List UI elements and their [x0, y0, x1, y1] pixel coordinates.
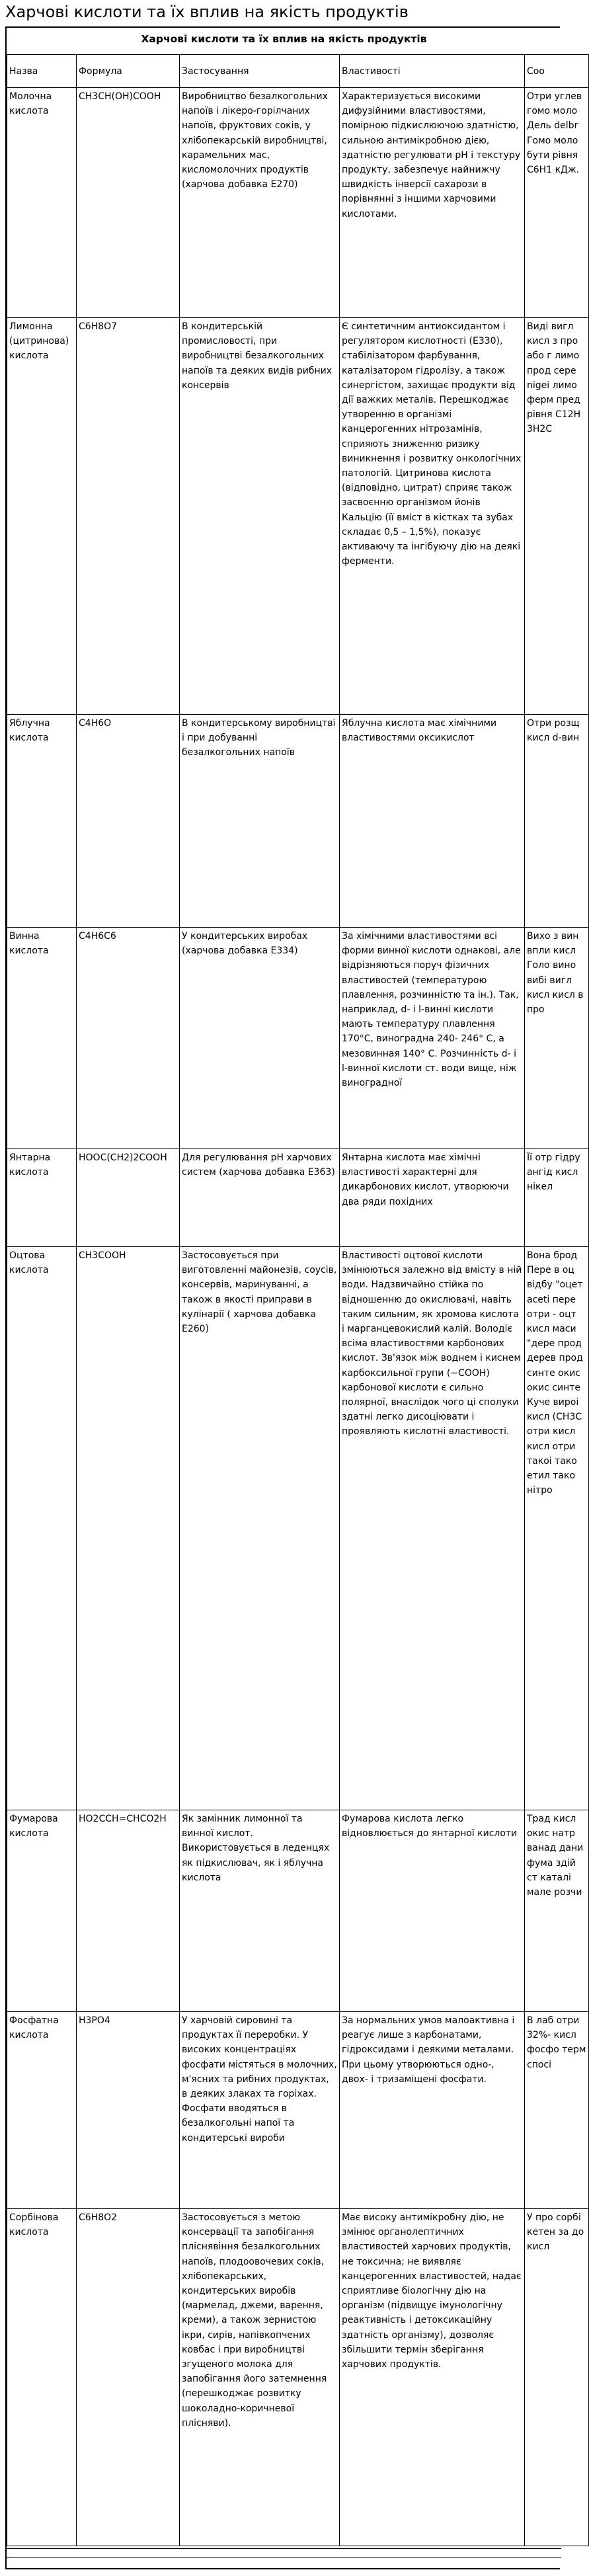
acid-formula: HOOC(CH2)2COOH — [77, 1149, 180, 1247]
acid-formula: C6H8O2 — [77, 2209, 180, 2546]
acid-name: Молочна кислота — [7, 88, 77, 318]
header-formula: Формула — [77, 55, 180, 88]
acid-properties: Характеризується високими дифузійними властивостями, помірною підкислюючою здатністю, сильною антимікробною дією, здатністю регулювати pH і текстуру продукту, забезпечує найнижчу швидкість інверсії сахарози в порівнянні з іншими харчовими кислотами. — [340, 88, 525, 318]
acid-extra: Трад кисл окис натр ванад дани фума здій ст каталі мале розчи — [525, 1810, 589, 2012]
acid-name: Фосфатна кислота — [7, 2012, 77, 2209]
acid-usage: Застосовується при виготовленні майонезів, соусів, консервів, маринуванні, а також в якості приправи в кулінарії ( харчова добавка E260) — [180, 1247, 340, 1810]
acid-usage: В кондитерському виробництві і при добуванні безалкогольних напоїв — [180, 715, 340, 928]
acid-extra: Отри углев гомо моло Дель delbr Гомо моло бути рівня С6Н1 кДж. — [525, 88, 589, 318]
acid-extra: В лаб отри 32%- кисл фосфо терм спосі — [525, 2012, 589, 2209]
acid-name: Винна кислота — [7, 928, 77, 1149]
acid-formula: C4H6O — [77, 715, 180, 928]
table-header-row — [7, 55, 589, 88]
acid-name: Сорбінова кислота — [7, 2209, 77, 2546]
acid-properties: Має високу антимікробну дію, не змінює органолептичних властивостей харчових продуктів, не токсична; не виявляє канцерогенних властивостей, надає сприятливе біологічну дію на організм (підвищує імунологічну реактивність і детоксикаційну здатність організму), дозволяє збільшити термін зберігання харчових продуктів. — [340, 2209, 525, 2546]
header-extra: Соо — [525, 55, 589, 88]
acid-name: Фумарова кислота — [7, 1810, 77, 2012]
acid-usage: Як замінник лимонної та винної кислот. Використовується в леденцях як підкислювач, як і яблучна кислота — [180, 1810, 340, 2012]
acid-extra: Отри розщ кисл d-вин — [525, 715, 589, 928]
table-caption: Харчові кислоти та їх вплив на якість продуктів — [141, 33, 427, 45]
acid-formula: CH3CH(OH)COOH — [77, 88, 180, 318]
table-row — [7, 715, 589, 928]
acid-properties: Яблучна кислота має хімічними властивостями оксикислот — [340, 715, 525, 928]
acid-properties: Є синтетичним антиоксидантом і регулятором кислотності (E330), стабілізатором фарбування, каталізатором гідролізу, а також синергістом, захищає продукти від дії важких металів. Перешкоджає утворенню в організмі канцерогенних нітрозамінів, сприяють зниженню ризику виникнення і розвитку онкологічних патологій. Цитринова кислота (відповідно, цитрат) сприяє також засвоєнню організмом йонів Кальцію (її вміст в кістках та зубах складає 0,5 – 1,5%), показує активаючу та інгібуючу дію на деякі ферменти. — [340, 318, 525, 715]
acids-table — [7, 54, 589, 2546]
acid-usage: В кондитерській промисловості, при виробництві безалкогольних напоїв та деяких видів рибних консервів — [180, 318, 340, 715]
acid-formula: C4H6C6 — [77, 928, 180, 1149]
header-name: Назва — [7, 55, 77, 88]
table-row — [7, 88, 589, 318]
table-bottom-rule — [7, 2557, 561, 2558]
acid-properties: За нормальних умов малоактивна і реагує лише з карбонатами, гідроксидами і деякими металами. При цьому утворюються одно-, двох- і тризаміщені фосфати. — [340, 2012, 525, 2209]
header-usage: Застосування — [180, 55, 340, 88]
acid-usage: Застосовується з метою консервації та запобігання пліснявіння безалкогольних напоїв, плодоовочевих соків, хлібопекарських, кондитерських виробів (мармелад, джеми, варення, креми), а також зернистою ікри, сирів, напівкопчених ковбас і при виробництві згущеного молока для запобігання його затемнення (перешкоджає розвитку шоколадно-коричневої плісняви). — [180, 2209, 340, 2546]
header-properties: Властивості — [340, 55, 525, 88]
acid-formula: H3PO4 — [77, 2012, 180, 2209]
acids-table-container — [5, 26, 586, 2569]
acid-usage: У кондитерських виробах (харчова добавка E334) — [180, 928, 340, 1149]
page-title: Харчові кислоти та їх вплив на якість продуктів — [5, 3, 409, 21]
acid-name: Янтарна кислота — [7, 1149, 77, 1247]
acid-properties: Фумарова кислота легко відновлюється до янтарної кислоти — [340, 1810, 525, 2012]
table-row — [7, 1149, 589, 1247]
table-row — [7, 2209, 589, 2546]
acid-usage: Виробництво безалкогольних напоїв і лікеро-горілчаних напоїв, фруктових соків, у хлібопекарській виробництві, карамельних мас, кисломолочних продуктів (харчова добавка E270) — [180, 88, 340, 318]
acid-name: Оцтова кислота — [7, 1247, 77, 1810]
acid-extra: Її отр гідру ангід кисл нікел — [525, 1149, 589, 1247]
acid-properties: Властивості оцтової кислоти змінюються залежно від вмісту в ній води. Надзвичайно стійка по відношенню до окислювачі, навіть таким сильним, як хромова кислота і марганцевокислий калій. Володіє всіма властивостями карбонових кислот. Зв'язок між воднем і киснем карбоксильної групи (−COOH) карбонової кислоти є сильно полярної, внаслідок чого ці сполуки здатні легко дисоціювати і проявляють кислотні властивості. — [340, 1247, 525, 1810]
acid-formula: HO2CCH=CHCO2H — [77, 1810, 180, 2012]
acid-name: Яблучна кислота — [7, 715, 77, 928]
table-row — [7, 928, 589, 1149]
table-bottom-rule — [7, 2548, 561, 2549]
acid-properties: За хімічними властивостями всі форми винної кислоти однакові, але відрізняються поруч фізичних властивостей (температурою плавлення, розчинністю та ін.). Так, наприклад, d- і l-винні кислоти мають температуру плавлення 170°С, виноградна 240- 246° С, а мезовинная 140° С. Розчинність d- і l-винної кислоти ст. води вище, ніж виноградної — [340, 928, 525, 1149]
acid-extra: Виді вигл кисл з про або г лимо прод сере nigei лимо ферм пред рівня С12Н 3Н2С — [525, 318, 589, 715]
table-row — [7, 1247, 589, 1810]
acid-formula: CH3COOH — [77, 1247, 180, 1810]
acid-usage: У харчовій сировині та продуктах її переробки. У високих концентраціях фосфати містяться в молочних, м'ясних та рибних продуктах, в деяких злаках та горіхах. Фосфати вводяться в безалкогольні напої та кондитерські вироби — [180, 2012, 340, 2209]
acid-formula: C6H8O7 — [77, 318, 180, 715]
acid-usage: Для регулювання pH харчових систем (харчова добавка E363) — [180, 1149, 340, 1247]
acid-extra: Вона брод Пере в оц відбу "оцет aceti пере отри - оцт кисл маси "дере прод дерев прод синте окис окис синте Куче вироі кисл (СН3С отри кисл кисл отри такоі тако етил тако нітро — [525, 1247, 589, 1810]
table-row — [7, 318, 589, 715]
acid-extra: У про сорбі кетен за до кисл — [525, 2209, 589, 2546]
acid-extra: Вихо з вин впли кисл Голо вино вибі вигл кисл кисл в про — [525, 928, 589, 1149]
table-row — [7, 2012, 589, 2209]
acid-name: Лимонна (цитринова) кислота — [7, 318, 77, 715]
table-row — [7, 1810, 589, 2012]
acid-properties: Янтарна кислота має хімічні властивості характерні для дикарбонових кислот, утворюючи два ряди похідних — [340, 1149, 525, 1247]
